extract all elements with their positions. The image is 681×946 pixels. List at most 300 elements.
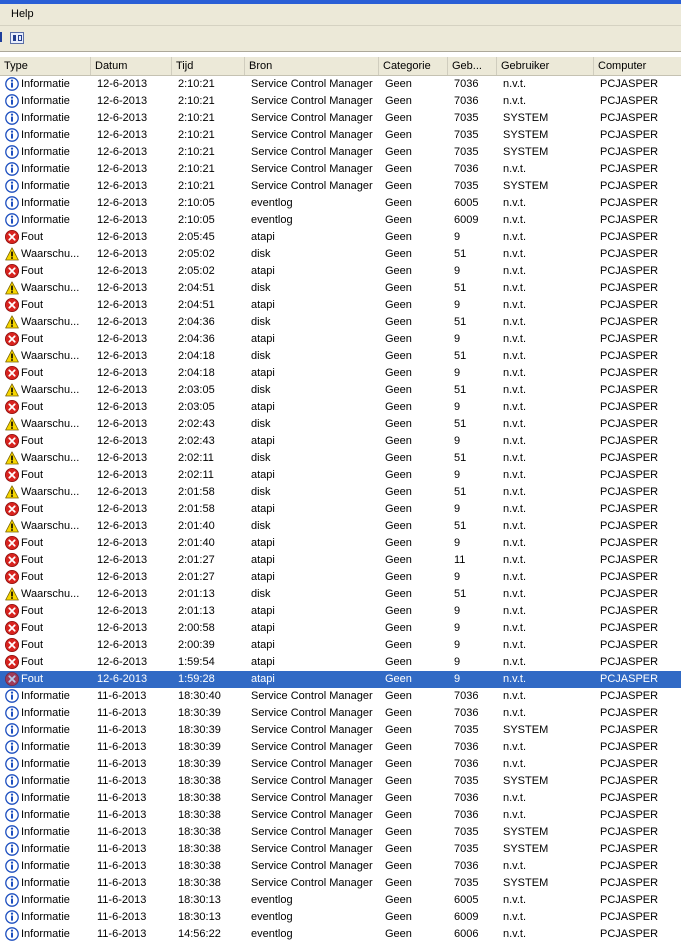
cell-source: atapi	[251, 571, 275, 583]
cell-event-id: 6005	[454, 197, 479, 209]
cell-event-id: 7035	[454, 826, 479, 838]
cell-type	[5, 892, 89, 909]
type-label: Waarschu...	[21, 452, 80, 464]
type-label: Informatie	[21, 843, 70, 855]
cell-event-id: 7036	[454, 860, 479, 872]
cell-type	[5, 399, 89, 416]
cell-type	[5, 671, 89, 688]
column-header-user[interactable]: Gebruiker	[497, 57, 594, 75]
table-row[interactable]	[0, 586, 681, 603]
table-row[interactable]	[0, 552, 681, 569]
cell-category: Geen	[385, 503, 412, 515]
type-label: Fout	[21, 401, 44, 413]
cell-user: n.v.t.	[503, 452, 527, 464]
cell-category: Geen	[385, 843, 412, 855]
table-row[interactable]	[0, 348, 681, 365]
table-row[interactable]	[0, 110, 681, 127]
cell-source: eventlog	[251, 197, 293, 209]
cell-event-id: 7035	[454, 775, 479, 787]
warning-icon	[5, 349, 19, 363]
cell-computer: PCJASPER	[600, 146, 659, 158]
toolbar	[0, 26, 681, 52]
table-row[interactable]	[0, 790, 681, 807]
cell-user: n.v.t.	[503, 435, 527, 447]
cell-source: atapi	[251, 299, 275, 311]
cell-computer: PCJASPER	[600, 384, 659, 396]
cell-time: 2:04:51	[178, 282, 215, 294]
cell-date: 12-6-2013	[97, 673, 148, 685]
cell-type	[5, 909, 89, 926]
cell-category: Geen	[385, 248, 412, 260]
table-row[interactable]	[0, 93, 681, 110]
cell-type	[5, 637, 89, 654]
cell-source: Service Control Manager	[251, 690, 373, 702]
cell-computer: PCJASPER	[600, 350, 659, 362]
table-row[interactable]	[0, 518, 681, 535]
cell-date: 11-6-2013	[97, 707, 147, 719]
type-label: Informatie	[21, 860, 70, 872]
table-row[interactable]	[0, 144, 681, 161]
cell-type	[5, 314, 89, 331]
table-row[interactable]	[0, 739, 681, 756]
table-row[interactable]	[0, 875, 681, 892]
cell-user: SYSTEM	[503, 775, 549, 787]
type-label: Informatie	[21, 724, 70, 736]
cell-time: 18:30:13	[178, 894, 221, 906]
table-row[interactable]	[0, 637, 681, 654]
table-row[interactable]	[0, 603, 681, 620]
cell-category: Geen	[385, 622, 412, 634]
info-icon	[5, 757, 19, 771]
type-label: Waarschu...	[21, 248, 80, 260]
cell-category: Geen	[385, 860, 412, 872]
warning-icon	[5, 485, 19, 499]
toolbar-grip	[0, 32, 2, 42]
menu-help[interactable]: Help	[11, 8, 34, 20]
table-row[interactable]	[0, 926, 681, 943]
cell-user: n.v.t.	[503, 792, 527, 804]
cell-type	[5, 382, 89, 399]
cell-type	[5, 620, 89, 637]
table-row[interactable]	[0, 450, 681, 467]
warning-icon	[5, 383, 19, 397]
cell-source: atapi	[251, 435, 275, 447]
menu-bar	[0, 4, 681, 25]
cell-type	[5, 467, 89, 484]
cell-source: eventlog	[251, 911, 293, 923]
cell-type	[5, 858, 89, 875]
cell-date: 12-6-2013	[97, 350, 148, 362]
cell-category: Geen	[385, 826, 412, 838]
type-label: Fout	[21, 299, 44, 311]
list-body	[0, 76, 681, 943]
type-label: Fout	[21, 656, 44, 668]
type-label: Informatie	[21, 112, 70, 124]
cell-type	[5, 603, 89, 620]
cell-category: Geen	[385, 452, 412, 464]
column-header-date[interactable]: Datum	[91, 57, 172, 75]
cell-time: 18:30:39	[178, 707, 221, 719]
cell-computer: PCJASPER	[600, 775, 659, 787]
cell-category: Geen	[385, 554, 412, 566]
cell-event-id: 9	[454, 469, 461, 481]
column-header-computer[interactable]: Computer	[598, 60, 647, 72]
cell-type	[5, 416, 89, 433]
cell-user: n.v.t.	[503, 248, 527, 260]
cell-computer: PCJASPER	[600, 792, 659, 804]
table-row[interactable]	[0, 467, 681, 484]
cell-category: Geen	[385, 911, 412, 923]
table-row[interactable]	[0, 807, 681, 824]
table-row[interactable]	[0, 246, 681, 263]
table-row[interactable]	[0, 382, 681, 399]
cell-source: Service Control Manager	[251, 78, 373, 90]
cell-category: Geen	[385, 401, 412, 413]
cell-date: 12-6-2013	[97, 214, 148, 226]
cell-source: atapi	[251, 673, 275, 685]
cell-time: 2:10:05	[178, 214, 215, 226]
table-row[interactable]	[0, 161, 681, 178]
cell-user: n.v.t.	[503, 537, 527, 549]
column-header-type[interactable]: Type	[0, 57, 91, 75]
cell-event-id: 9	[454, 265, 461, 277]
type-label: Informatie	[21, 95, 70, 107]
cell-type	[5, 161, 89, 178]
cell-computer: PCJASPER	[600, 605, 659, 617]
cell-date: 12-6-2013	[97, 367, 148, 379]
cell-type	[5, 722, 89, 739]
cell-date: 12-6-2013	[97, 588, 148, 600]
table-row[interactable]	[0, 654, 681, 671]
cell-event-id: 51	[454, 486, 467, 498]
info-icon	[5, 927, 19, 941]
type-label: Waarschu...	[21, 520, 80, 532]
cell-type	[5, 654, 89, 671]
cell-user: SYSTEM	[503, 180, 549, 192]
info-icon	[5, 825, 19, 839]
cell-source: disk	[251, 452, 271, 464]
cell-category: Geen	[385, 537, 412, 549]
cell-time: 2:05:02	[178, 248, 215, 260]
cell-type	[5, 246, 89, 263]
cell-time: 2:01:27	[178, 554, 215, 566]
cell-computer: PCJASPER	[600, 197, 659, 209]
cell-time: 2:10:21	[178, 78, 215, 90]
type-label: Fout	[21, 605, 44, 617]
cell-computer: PCJASPER	[600, 214, 659, 226]
table-row[interactable]	[0, 909, 681, 926]
type-label: Waarschu...	[21, 588, 80, 600]
table-row[interactable]	[0, 858, 681, 875]
table-row[interactable]	[0, 535, 681, 552]
cell-computer: PCJASPER	[600, 78, 659, 90]
cell-source: eventlog	[251, 928, 293, 940]
cell-date: 11-6-2013	[97, 741, 147, 753]
type-label: Waarschu...	[21, 350, 80, 362]
cell-source: disk	[251, 350, 271, 362]
cell-date: 11-6-2013	[97, 843, 147, 855]
cell-source: Service Control Manager	[251, 792, 373, 804]
info-icon	[5, 179, 19, 193]
cell-date: 11-6-2013	[97, 911, 147, 923]
table-row[interactable]	[0, 756, 681, 773]
cell-time: 2:03:05	[178, 384, 215, 396]
cell-type	[5, 280, 89, 297]
type-label: Fout	[21, 673, 44, 685]
table-row[interactable]	[0, 722, 681, 739]
table-row[interactable]	[0, 484, 681, 501]
cell-time: 2:01:27	[178, 571, 215, 583]
cell-date: 12-6-2013	[97, 78, 148, 90]
type-label: Informatie	[21, 877, 70, 889]
table-row[interactable]	[0, 824, 681, 841]
cell-time: 2:10:05	[178, 197, 215, 209]
cell-time: 2:10:21	[178, 95, 215, 107]
error-icon	[5, 332, 19, 346]
cell-user: n.v.t.	[503, 690, 527, 702]
cell-source: atapi	[251, 401, 275, 413]
table-row[interactable]	[0, 399, 681, 416]
cell-event-id: 7036	[454, 690, 479, 702]
cell-computer: PCJASPER	[600, 809, 659, 821]
table-row[interactable]	[0, 195, 681, 212]
info-icon	[5, 213, 19, 227]
table-row[interactable]	[0, 620, 681, 637]
type-label: Fout	[21, 333, 44, 345]
cell-date: 12-6-2013	[97, 112, 148, 124]
cell-source: atapi	[251, 333, 275, 345]
cell-computer: PCJASPER	[600, 741, 659, 753]
cell-date: 12-6-2013	[97, 520, 148, 532]
cell-type	[5, 212, 89, 229]
cell-user: n.v.t.	[503, 622, 527, 634]
cell-time: 2:01:40	[178, 537, 215, 549]
table-row[interactable]	[0, 841, 681, 858]
cell-computer: PCJASPER	[600, 588, 659, 600]
type-label: Informatie	[21, 911, 70, 923]
cell-type	[5, 433, 89, 450]
cell-event-id: 9	[454, 367, 461, 379]
cell-user: SYSTEM	[503, 724, 549, 736]
table-row[interactable]	[0, 76, 681, 93]
cell-time: 18:30:39	[178, 724, 221, 736]
cell-type	[5, 807, 89, 824]
table-row[interactable]	[0, 705, 681, 722]
type-label: Waarschu...	[21, 282, 80, 294]
cell-time: 2:03:05	[178, 401, 215, 413]
cell-user: n.v.t.	[503, 469, 527, 481]
warning-icon	[5, 587, 19, 601]
cell-computer: PCJASPER	[600, 622, 659, 634]
cell-date: 12-6-2013	[97, 129, 148, 141]
warning-icon	[5, 417, 19, 431]
type-label: Informatie	[21, 707, 70, 719]
cell-time: 2:05:45	[178, 231, 215, 243]
info-icon	[5, 791, 19, 805]
table-row[interactable]	[0, 229, 681, 246]
cell-type	[5, 348, 89, 365]
cell-source: Service Control Manager	[251, 758, 373, 770]
cell-time: 18:30:39	[178, 741, 221, 753]
cell-event-id: 7035	[454, 129, 479, 141]
table-row[interactable]	[0, 501, 681, 518]
table-row[interactable]	[0, 365, 681, 382]
error-icon	[5, 655, 19, 669]
cell-event-id: 6005	[454, 894, 479, 906]
cell-source: Service Control Manager	[251, 826, 373, 838]
cell-time: 18:30:40	[178, 690, 221, 702]
column-header-source[interactable]: Bron	[245, 57, 379, 75]
table-row[interactable]	[0, 688, 681, 705]
show-hide-console-tree-icon[interactable]	[10, 32, 24, 44]
type-label: Informatie	[21, 758, 70, 770]
table-row[interactable]	[0, 433, 681, 450]
error-icon	[5, 298, 19, 312]
table-row[interactable]	[0, 263, 681, 280]
cell-event-id: 7035	[454, 877, 479, 889]
cell-type	[5, 195, 89, 212]
cell-category: Geen	[385, 707, 412, 719]
type-label: Informatie	[21, 741, 70, 753]
cell-user: n.v.t.	[503, 333, 527, 345]
cell-user: n.v.t.	[503, 503, 527, 515]
cell-time: 2:00:58	[178, 622, 215, 634]
cell-event-id: 9	[454, 639, 461, 651]
error-icon	[5, 502, 19, 516]
info-icon	[5, 893, 19, 907]
cell-event-id: 7035	[454, 146, 479, 158]
cell-user: n.v.t.	[503, 554, 527, 566]
info-icon	[5, 876, 19, 890]
cell-source: atapi	[251, 367, 275, 379]
cell-event-id: 51	[454, 588, 467, 600]
cell-computer: PCJASPER	[600, 894, 659, 906]
cell-user: n.v.t.	[503, 231, 527, 243]
type-label: Informatie	[21, 78, 70, 90]
cell-type	[5, 688, 89, 705]
table-row[interactable]	[0, 671, 681, 688]
cell-time: 2:00:39	[178, 639, 215, 651]
cell-category: Geen	[385, 894, 412, 906]
table-row[interactable]	[0, 892, 681, 909]
type-label: Fout	[21, 622, 44, 634]
cell-date: 11-6-2013	[97, 775, 147, 787]
cell-time: 18:30:38	[178, 775, 221, 787]
cell-date: 12-6-2013	[97, 384, 148, 396]
table-row[interactable]	[0, 178, 681, 195]
table-row[interactable]	[0, 773, 681, 790]
cell-category: Geen	[385, 316, 412, 328]
cell-source: Service Control Manager	[251, 877, 373, 889]
cell-user: n.v.t.	[503, 928, 527, 940]
cell-category: Geen	[385, 78, 412, 90]
cell-event-id: 9	[454, 333, 461, 345]
type-label: Informatie	[21, 928, 70, 940]
cell-event-id: 51	[454, 350, 467, 362]
table-row[interactable]	[0, 127, 681, 144]
cell-date: 12-6-2013	[97, 622, 148, 634]
cell-time: 2:01:13	[178, 588, 215, 600]
table-row[interactable]	[0, 416, 681, 433]
cell-event-id: 9	[454, 435, 461, 447]
cell-source: disk	[251, 418, 271, 430]
cell-time: 18:30:39	[178, 758, 221, 770]
table-row[interactable]	[0, 569, 681, 586]
cell-category: Geen	[385, 367, 412, 379]
cell-date: 12-6-2013	[97, 469, 148, 481]
cell-type	[5, 144, 89, 161]
cell-type	[5, 569, 89, 586]
cell-time: 2:04:36	[178, 316, 215, 328]
cell-user: SYSTEM	[503, 826, 549, 838]
cell-time: 14:56:22	[178, 928, 221, 940]
cell-event-id: 9	[454, 622, 461, 634]
cell-computer: PCJASPER	[600, 231, 659, 243]
info-icon	[5, 774, 19, 788]
cell-type	[5, 297, 89, 314]
cell-date: 12-6-2013	[97, 656, 148, 668]
cell-source: atapi	[251, 656, 275, 668]
table-row[interactable]	[0, 314, 681, 331]
cell-category: Geen	[385, 469, 412, 481]
error-icon	[5, 230, 19, 244]
cell-category: Geen	[385, 741, 412, 753]
table-row[interactable]	[0, 297, 681, 314]
cell-category: Geen	[385, 180, 412, 192]
info-icon	[5, 145, 19, 159]
type-label: Informatie	[21, 894, 70, 906]
cell-computer: PCJASPER	[600, 180, 659, 192]
cell-date: 11-6-2013	[97, 758, 147, 770]
table-row[interactable]	[0, 280, 681, 297]
column-header-time[interactable]: Tijd	[172, 57, 245, 75]
info-icon	[5, 706, 19, 720]
cell-date: 12-6-2013	[97, 265, 148, 277]
info-icon	[5, 842, 19, 856]
cell-type	[5, 841, 89, 858]
type-label: Informatie	[21, 214, 70, 226]
cell-event-id: 7035	[454, 112, 479, 124]
cell-user: n.v.t.	[503, 707, 527, 719]
cell-event-id: 51	[454, 452, 467, 464]
error-icon	[5, 400, 19, 414]
cell-time: 2:10:21	[178, 112, 215, 124]
cell-time: 2:01:13	[178, 605, 215, 617]
cell-category: Geen	[385, 877, 412, 889]
cell-user: n.v.t.	[503, 95, 527, 107]
cell-category: Geen	[385, 690, 412, 702]
cell-type	[5, 484, 89, 501]
cell-event-id: 7035	[454, 843, 479, 855]
cell-event-id: 7035	[454, 724, 479, 736]
cell-category: Geen	[385, 792, 412, 804]
column-header-event[interactable]: Geb...	[448, 57, 497, 75]
cell-type	[5, 586, 89, 603]
cell-type	[5, 824, 89, 841]
cell-date: 12-6-2013	[97, 418, 148, 430]
cell-category: Geen	[385, 350, 412, 362]
error-icon	[5, 638, 19, 652]
cell-event-id: 9	[454, 571, 461, 583]
table-row[interactable]	[0, 212, 681, 229]
cell-source: disk	[251, 384, 271, 396]
table-row[interactable]	[0, 331, 681, 348]
column-header-category[interactable]: Categorie	[379, 57, 448, 75]
cell-source: Service Control Manager	[251, 775, 373, 787]
type-label: Waarschu...	[21, 384, 80, 396]
cell-type	[5, 331, 89, 348]
cell-category: Geen	[385, 486, 412, 498]
